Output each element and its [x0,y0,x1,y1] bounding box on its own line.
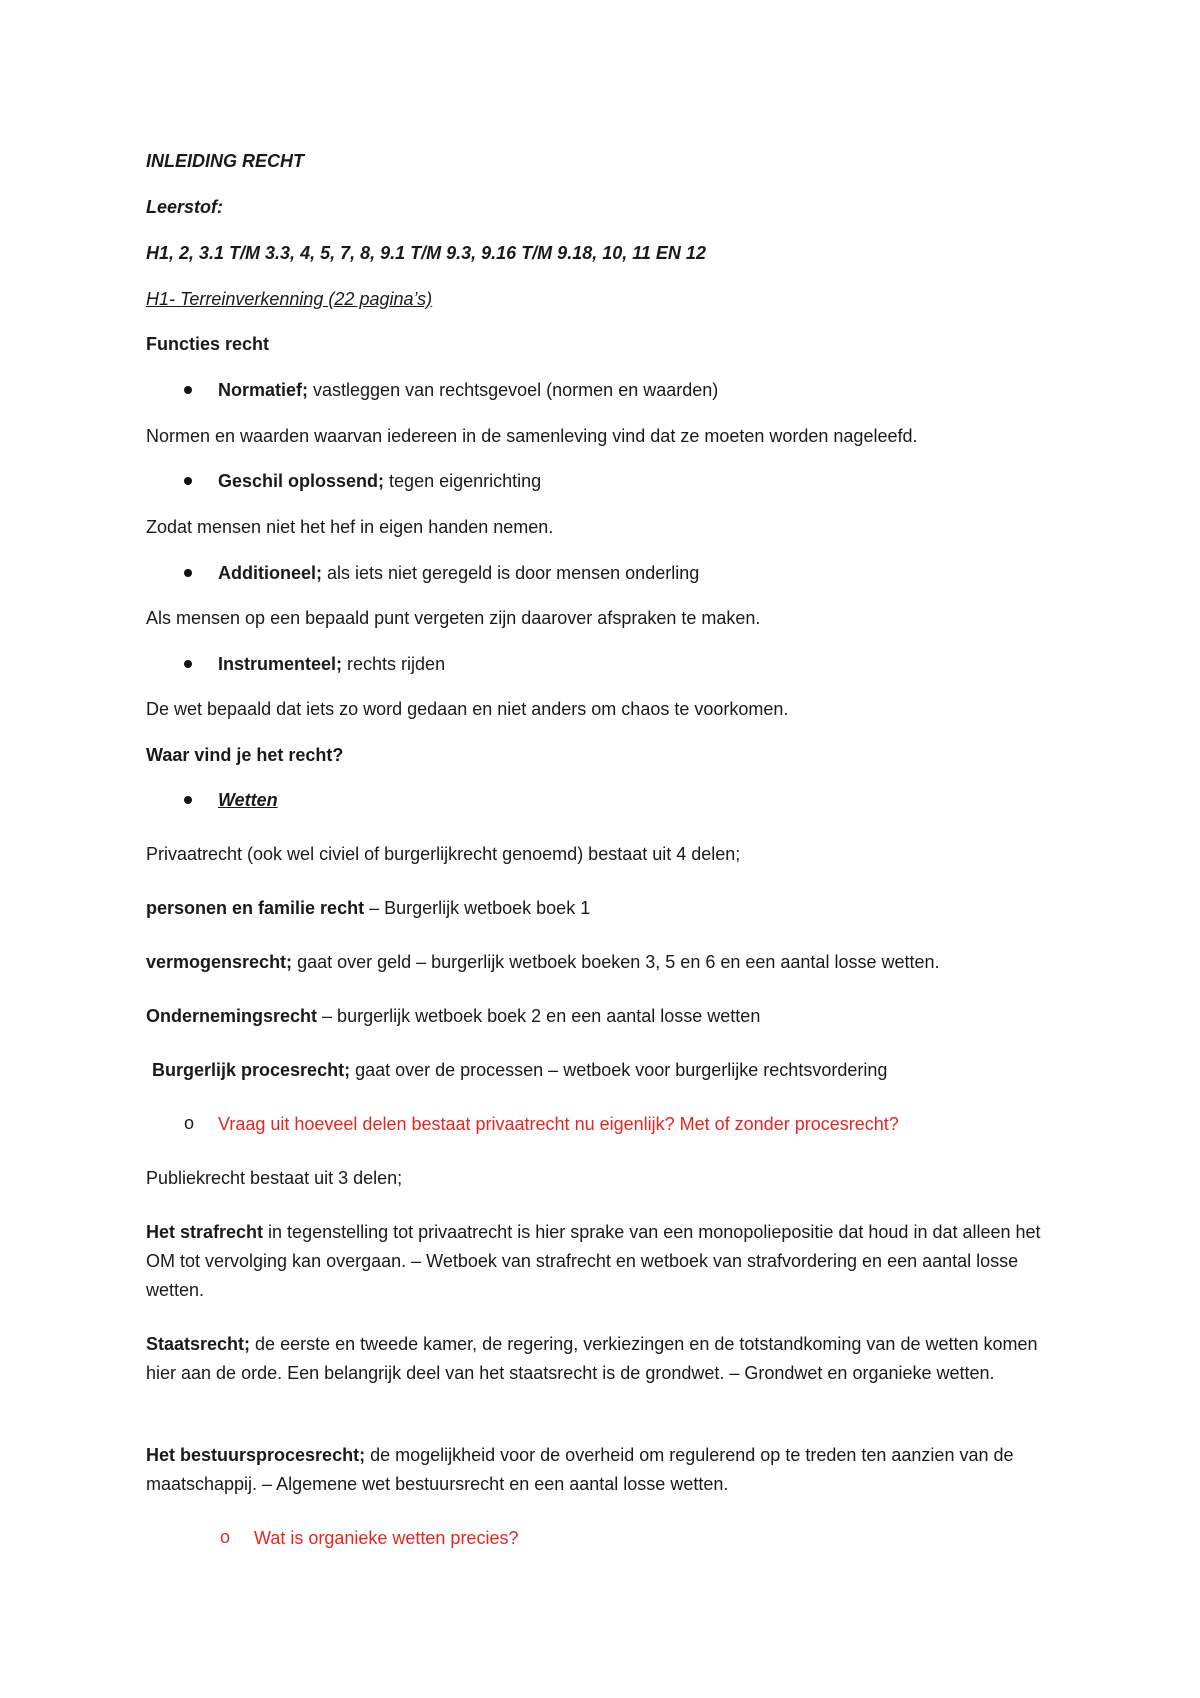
privaatrecht-item: Ondernemingsrecht – burgerlijk wetboek boek 2 en een aantal losse wetten [146,1006,761,1026]
functie-explanation: Normen en waarden waarvan iedereen in de samenleving vind dat ze moeten worden nageleefd. [146,426,918,446]
open-bullet: o [220,1527,231,1547]
bullet-dot [184,386,192,394]
open-bullet: o [184,1113,195,1133]
privaatrecht-item: personen en familie recht – Burgerlijk wetboek boek 1 [146,898,591,918]
privaatrecht-intro: Privaatrecht (ook wel civiel of burgerlijkrecht genoemd) bestaat uit 4 delen; [146,844,741,864]
functie-explanation: Zodat mensen niet het hef in eigen handen nemen. [146,517,554,537]
publiekrecht-item: Het strafrecht in tegenstelling tot privaatrecht is hier sprake van een monopoliepositie dat houd in dat alleen het OM tot vervolging kan overgaan. – Wetboek van strafrecht en wetboek van strafvordering en een aantal losse wetten. [146,1222,1041,1300]
bullet-dot [184,796,192,804]
wetten-heading: Wetten [218,790,278,810]
publiekrecht-item: Het bestuursprocesrecht; de mogelijkheid voor de overheid om regulerend op te treden ten aanzien van de maatschappij. – Algemene wet bestuursrecht en een aantal losse wetten. [146,1445,1014,1494]
waar-heading: Waar vind je het recht? [146,745,344,765]
functie-explanation: Als mensen op een bepaald punt vergeten zijn daarover afspraken te maken. [146,608,761,628]
privaatrecht-item: Burgerlijk procesrecht; gaat over de processen – wetboek voor burgerlijke rechtsvordering [152,1060,888,1080]
chapter-heading: H1- Terreinverkenning (22 pagina’s) [146,289,433,309]
publiekrecht-item: Staatsrecht; de eerste en tweede kamer, de regering, verkiezingen en de totstandkoming van de wetten komen hier aan de orde. Een belangrijk deel van het staatsrecht is de grondwet. – Grondwet en organieke wetten. [146,1334,1038,1383]
question-privaatrecht: Vraag uit hoeveel delen bestaat privaatrecht nu eigenlijk? Met of zonder procesrecht? [218,1114,899,1134]
question-organieke-wetten: Wat is organieke wetten precies? [254,1528,519,1548]
bullet-dot [184,477,192,485]
functie-explanation: De wet bepaald dat iets zo word gedaan en niet anders om chaos te voorkomen. [146,699,789,719]
bullet-dot [184,660,192,668]
functie-item: Instrumenteel; rechts rijden [218,654,446,674]
leerstof-chapters: H1, 2, 3.1 T/M 3.3, 4, 5, 7, 8, 9.1 T/M 9.3, 9.16 T/M 9.18, 10, 11 EN 12 [146,243,706,263]
bullet-dot [184,569,192,577]
leerstof-label: Leerstof: [146,197,224,217]
publiekrecht-intro: Publiekrecht bestaat uit 3 delen; [146,1168,403,1188]
functies-heading: Functies recht [146,334,270,354]
document-title: INLEIDING RECHT [146,151,305,171]
functie-item: Additioneel; als iets niet geregeld is door mensen onderling [218,563,700,583]
functie-item: Normatief; vastleggen van rechtsgevoel (normen en waarden) [218,380,719,400]
functie-item: Geschil oplossend; tegen eigenrichting [218,471,542,491]
privaatrecht-item: vermogensrecht; gaat over geld – burgerlijk wetboek boeken 3, 5 en 6 en een aantal losse wetten. [146,952,940,972]
